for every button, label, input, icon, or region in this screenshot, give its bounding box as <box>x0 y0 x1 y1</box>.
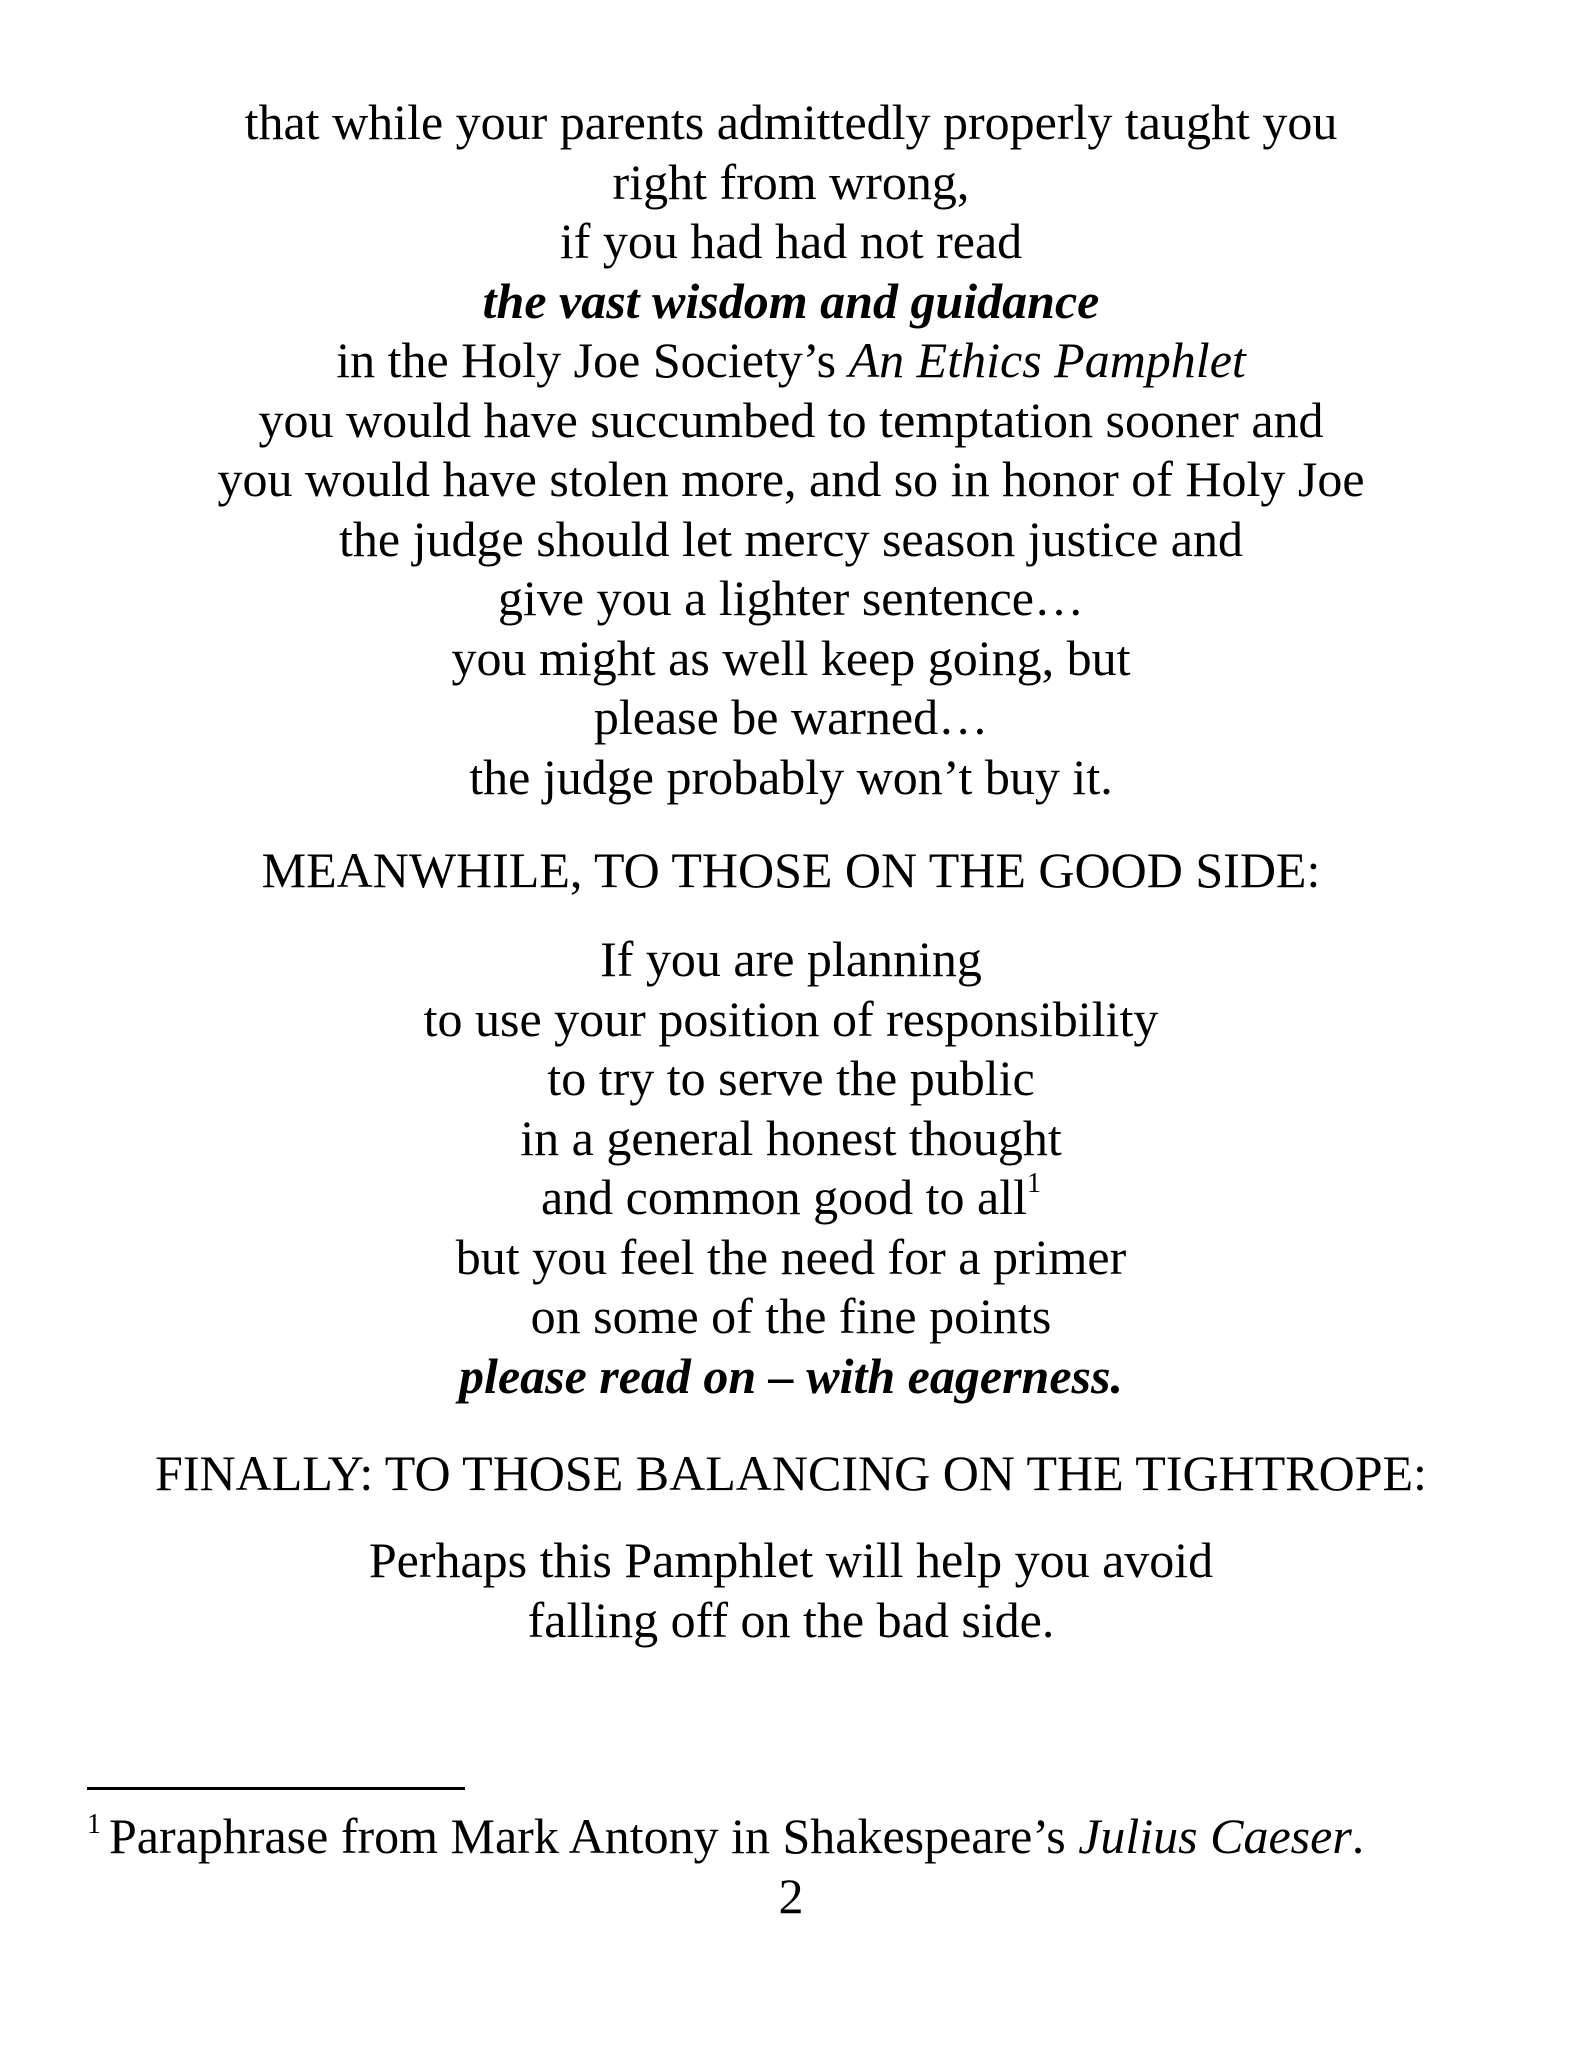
good-side-paragraph <box>0 930 1582 1406</box>
tightrope-heading: FINALLY: TO THOSE BALANCING ON THE TIGHTROPE: <box>155 1445 1427 1501</box>
good-side-line: to try to serve the public <box>547 1050 1035 1106</box>
good-side-emphasis-line: please read on – with eagerness. <box>459 1347 1123 1404</box>
page-number: 2 <box>778 1868 804 1924</box>
tightrope-line: falling off on the bad side. <box>527 1591 1055 1648</box>
footnote-number: 1 <box>87 1809 101 1840</box>
intro-line: give you a lighter sentence… <box>498 570 1084 626</box>
good-side-line: in a general honest thought <box>520 1109 1062 1166</box>
tightrope-line: Perhaps this Pamphlet will help you avoid <box>368 1532 1214 1588</box>
good-side-line: but you feel the need for a primer <box>455 1228 1127 1285</box>
footnote-end: . <box>1351 1808 1365 1864</box>
good-side-line: If you are planning <box>600 931 982 987</box>
intro-line: you would have stolen more, and so in honor of Holy Joe <box>217 451 1365 507</box>
intro-line: the judge probably won’t buy it. <box>469 748 1113 805</box>
intro-line: you might as well keep going, but <box>451 629 1131 686</box>
intro-line: right from wrong, <box>612 153 970 210</box>
good-side-line: to use your position of responsibility <box>423 990 1159 1047</box>
intro-line: please be warned… <box>593 689 989 745</box>
good-side-line: on some of the fine points <box>530 1288 1052 1344</box>
good-side-line <box>0 1168 1582 1228</box>
footnote-reference[interactable]: 1 <box>1027 1168 1042 1199</box>
intro-line <box>0 331 1582 391</box>
pamphlet-title: An Ethics Pamphlet <box>848 332 1246 388</box>
tightrope-paragraph <box>0 1531 1582 1650</box>
intro-line: if you had had not read <box>559 213 1023 269</box>
footnote <box>87 1806 1364 1866</box>
intro-line: you would have succumbed to temptation sooner and <box>258 391 1324 448</box>
intro-line-text: in the Holy Joe Society’s <box>336 332 849 388</box>
footnote-separator <box>87 1787 465 1790</box>
footnote-text: Paraphrase from Mark Antony in Shakespeare’s <box>109 1808 1079 1864</box>
footnote-work-title: Julius Caeser <box>1078 1808 1352 1864</box>
intro-emphasis-line: the vast wisdom and guidance <box>482 272 1100 329</box>
intro-line: the judge should let mercy season justice and <box>339 510 1243 567</box>
good-side-line-text: and common good to all <box>540 1169 1028 1225</box>
intro-line: that while your parents admittedly properly taught you <box>244 94 1338 150</box>
intro-paragraph <box>0 93 1582 807</box>
good-side-heading: MEANWHILE, TO THOSE ON THE GOOD SIDE: <box>261 842 1321 898</box>
